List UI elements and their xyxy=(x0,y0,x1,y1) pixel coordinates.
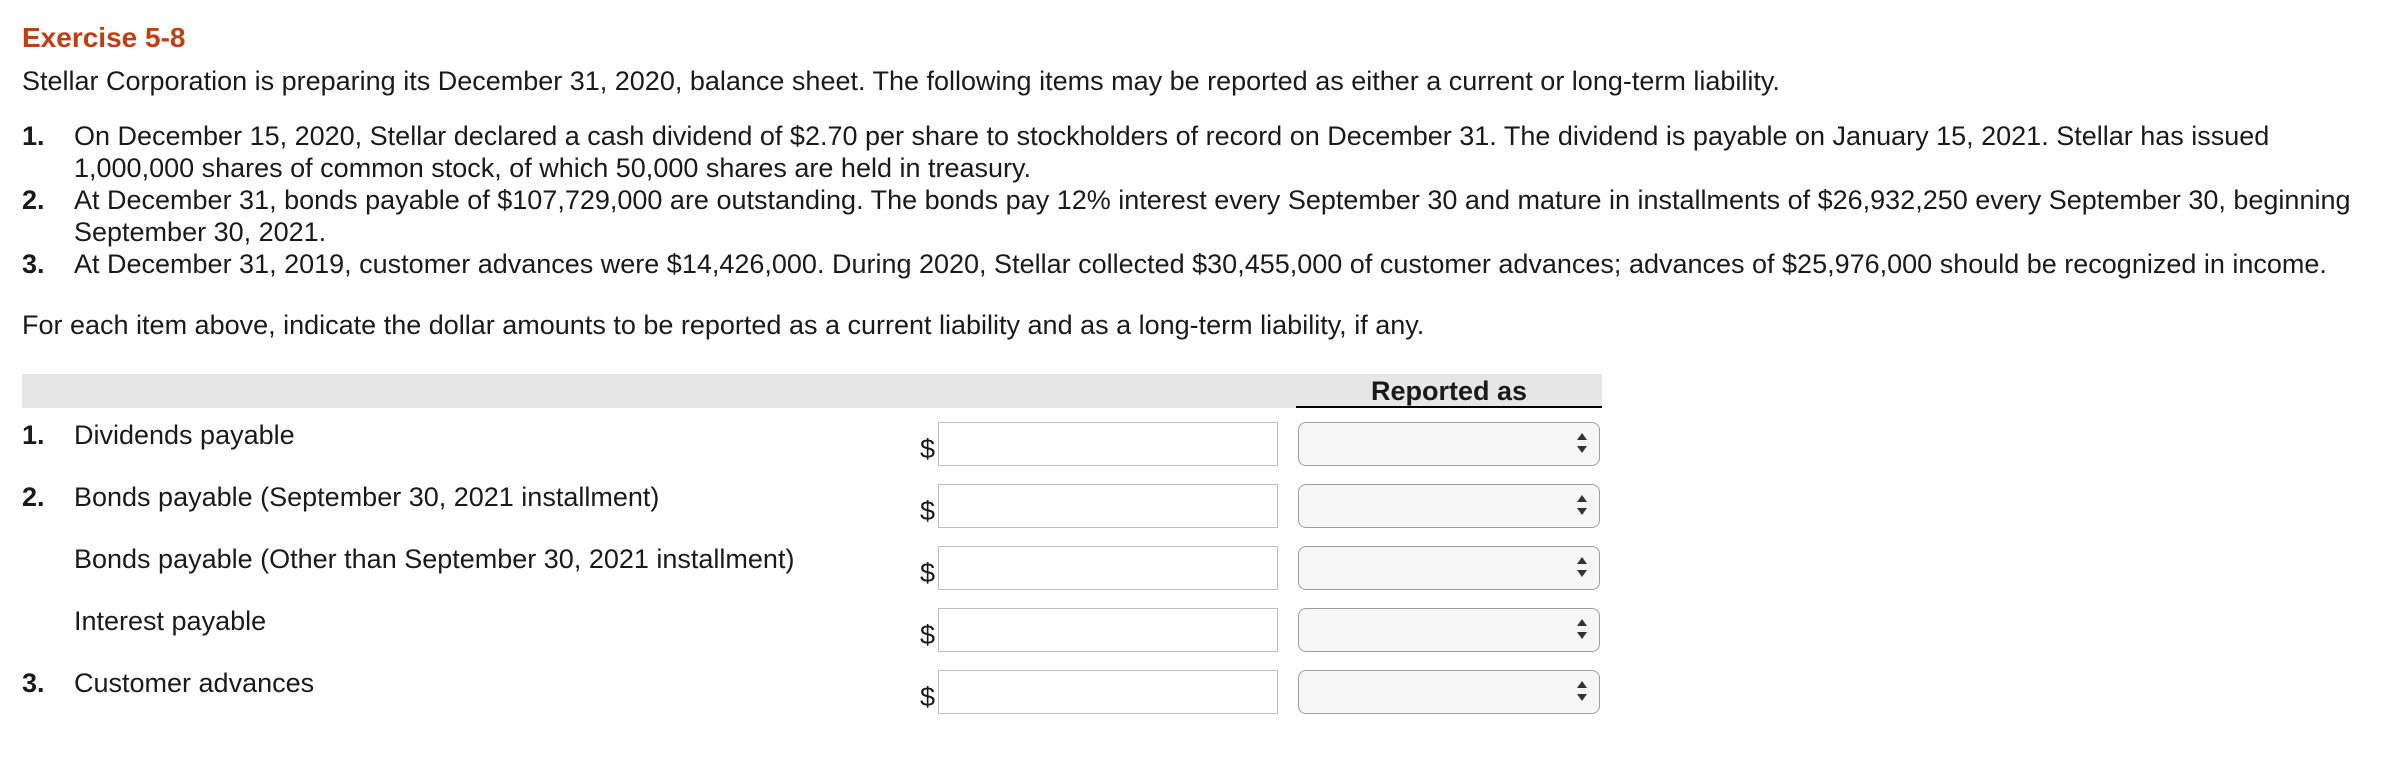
amount-input[interactable] xyxy=(938,670,1278,714)
item-number: 1. xyxy=(22,121,45,151)
row-number: 1. xyxy=(22,420,45,450)
exercise-title: Exercise 5-8 xyxy=(22,22,186,53)
answer-table xyxy=(22,374,1602,734)
item-text: At December 31, bonds payable of $107,729,000 are outstanding. The bonds pay 12% interest every September 30 and mature in installments of $26,932,250 every September 30, beginning September 30, 2021. xyxy=(74,185,2351,247)
row-label: Bonds payable (September 30, 2021 installment) xyxy=(74,482,660,512)
table-row xyxy=(22,604,1602,654)
reported-as-select[interactable] xyxy=(1298,484,1600,528)
list-item xyxy=(22,184,2372,248)
reported-as-select[interactable] xyxy=(1298,608,1600,652)
amount-input[interactable] xyxy=(938,422,1278,466)
dollar-sign: $ xyxy=(920,496,936,526)
table-row xyxy=(22,666,1602,716)
table-row xyxy=(22,418,1602,468)
select-arrows-icon xyxy=(1577,557,1587,579)
list-item xyxy=(22,248,2372,280)
row-number: 2. xyxy=(22,482,45,512)
reported-as-header: Reported as xyxy=(1296,374,1602,408)
reported-as-select[interactable] xyxy=(1298,422,1600,466)
row-label: Customer advances xyxy=(74,668,315,698)
intro-text: Stellar Corporation is preparing its December 31, 2020, balance sheet. The following items may be reported as either a current or long-term liability. xyxy=(22,66,1780,96)
exercise-container xyxy=(22,18,2372,734)
item-number: 3. xyxy=(22,249,45,279)
select-arrows-icon xyxy=(1577,619,1587,641)
table-row xyxy=(22,542,1602,592)
item-number: 2. xyxy=(22,185,45,215)
row-number: 3. xyxy=(22,668,45,698)
amount-input[interactable] xyxy=(938,546,1278,590)
select-arrows-icon xyxy=(1577,495,1587,517)
amount-input[interactable] xyxy=(938,608,1278,652)
table-row xyxy=(22,480,1602,530)
item-text: On December 15, 2020, Stellar declared a cash dividend of $2.70 per share to stockholders of record on December 31. The dividend is payable on January 15, 2021. Stellar has issued 1,000,000 shares of common stock, of which 50,000 shares are held in treasury. xyxy=(74,121,2270,183)
select-arrows-icon xyxy=(1577,681,1587,703)
item-list xyxy=(22,120,2372,280)
reported-as-select[interactable] xyxy=(1298,546,1600,590)
item-text: At December 31, 2019, customer advances were $14,426,000. During 2020, Stellar collected $30,455,000 of customer advances; advances of $25,976,000 should be recognized in income. xyxy=(74,249,2327,279)
select-arrows-icon xyxy=(1577,433,1587,455)
dollar-sign: $ xyxy=(920,434,936,464)
dollar-sign: $ xyxy=(920,682,936,712)
row-label: Bonds payable (Other than September 30, 2021 installment) xyxy=(74,544,795,574)
row-label: Interest payable xyxy=(74,606,267,636)
list-item xyxy=(22,120,2372,184)
dollar-sign: $ xyxy=(920,620,936,650)
dollar-sign: $ xyxy=(920,558,936,588)
amount-input[interactable] xyxy=(938,484,1278,528)
row-label: Dividends payable xyxy=(74,420,295,450)
reported-as-select[interactable] xyxy=(1298,670,1600,714)
instruction-text: For each item above, indicate the dollar amounts to be reported as a current liability and as a long-term liability, if any. xyxy=(22,310,1425,340)
